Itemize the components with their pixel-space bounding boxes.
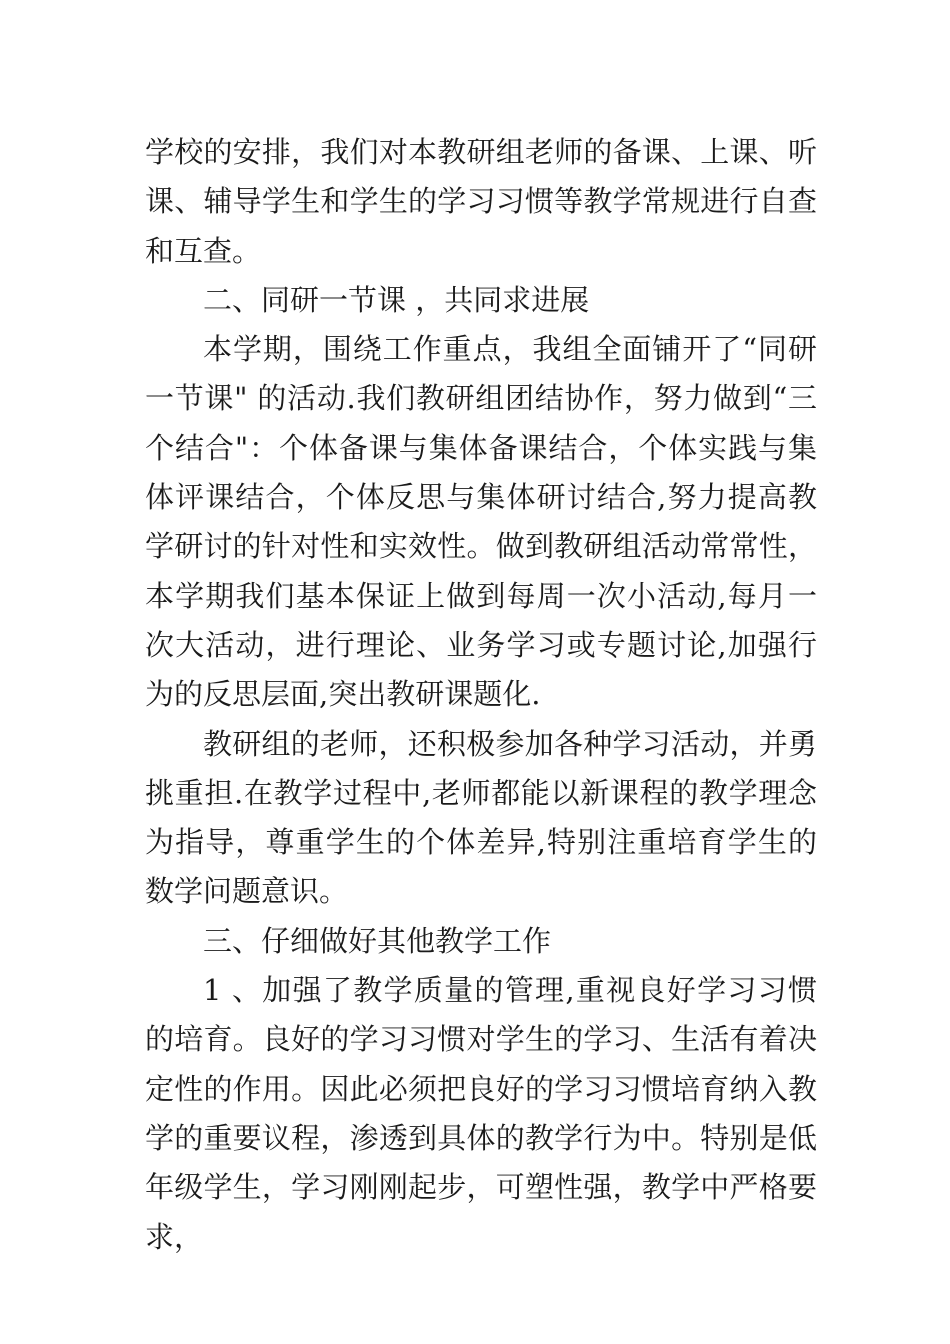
paragraph-continuation: 学校的安排，我们对本教研组老师的备课、上课、听课、辅导学生和学生的学习习惯等教学常规进行自查和互查。 <box>145 135 817 268</box>
paragraph: 1 、加强了教学质量的管理,重视良好学习习惯的培育。良好的学习习惯对学生的学习、生活有着决定性的作用。因此必须把良好的学习习惯培育纳入教学的重要议程，渗透到具体的教学行为中。特别是低年级学生，学习刚刚起步，可塑性强，教学中严格要求， <box>145 973 817 1254</box>
section-heading-2: 二、同研一节课 ，共同求进展 <box>203 282 590 317</box>
paragraph: 本学期，围绕工作重点，我组全面铺开了“同研一节课" 的活动.我们教研组团结协作，努力做到“三个结合"：个体备课与集体备课结合，个体实践与集体评课结合，个体反思与集体研讨结合,努力提高教学研讨的针对性和实效性。做到教研组活动常常性，本学期我们基本保证上做到每周一次小活动,每月一次大活动，进行理论、业务学习或专题讨论,加强行为的反思层面,突出教研课题化. <box>145 332 817 712</box>
paragraph: 教研组的老师，还积极参加各种学习活动，并勇挑重担.在教学过程中,老师都能以新课程的教学理念为指导，尊重学生的个体差异,特别注重培育学生的数学问题意识。 <box>145 726 817 909</box>
document-body <box>145 128 817 1262</box>
section-heading-3: 三、仔细做好其他教学工作 <box>203 923 552 958</box>
